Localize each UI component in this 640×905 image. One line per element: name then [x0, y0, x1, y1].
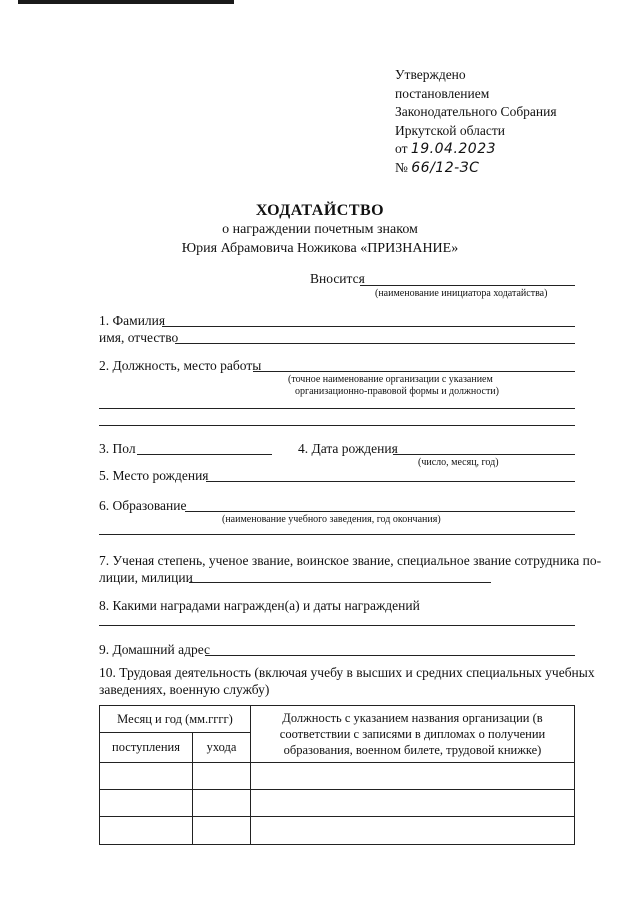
initiator-hint: (наименование инициатора ходатайства) — [375, 288, 548, 299]
sex-label: 3. Пол — [99, 441, 136, 456]
table-row — [100, 790, 575, 817]
name-label: имя, отчество — [99, 330, 179, 345]
position-cell[interactable] — [251, 763, 575, 790]
end-column-header: ухода — [193, 733, 251, 763]
education-hint: (наименование учебного заведения, год окончания) — [222, 514, 441, 525]
position-column-header: Должность с указанием названия организации (в соответствии с записями в дипломах о получении образования, военном билете, трудовой книжке) — [251, 706, 575, 763]
approval-number-line — [395, 159, 557, 178]
table-row — [100, 817, 575, 845]
document-title: ХОДАТАЙСТВО — [255, 202, 385, 219]
degree-label-line2: лиции, милиции — [99, 570, 193, 585]
start-cell[interactable] — [100, 790, 193, 817]
work-label-line1: 10. Трудовая деятельность (включая учебу в высших и средних специальных учебных — [99, 665, 595, 680]
position-hint-1: (точное наименование организации с указанием — [288, 374, 493, 385]
sex-field-line[interactable] — [137, 454, 272, 455]
position-cell[interactable] — [251, 817, 575, 845]
degree-label-line1: 7. Ученая степень, ученое звание, воинское звание, специальное звание сотрудника по- — [99, 553, 602, 568]
surname-label: 1. Фамилия — [99, 313, 166, 328]
education-extra-line[interactable] — [99, 534, 575, 535]
end-cell[interactable] — [193, 763, 251, 790]
position-field-line[interactable] — [253, 371, 575, 372]
name-field-line[interactable] — [175, 343, 575, 344]
document-subtitle-award: Юрия Абрамовича Ножикова «ПРИЗНАНИЕ» — [181, 241, 459, 256]
work-history-table — [99, 705, 575, 845]
address-field-line[interactable] — [205, 655, 575, 656]
work-label-line2: заведениях, военную службу) — [99, 682, 270, 697]
date-prefix: от — [395, 141, 408, 156]
birthplace-field-line[interactable] — [206, 481, 575, 482]
position-hint-2: организационно-правовой формы и должности) — [295, 386, 499, 397]
start-column-header: поступления — [100, 733, 193, 763]
position-cell[interactable] — [251, 790, 575, 817]
approval-stamp — [395, 66, 557, 177]
initiator-field-line[interactable] — [360, 285, 575, 286]
table-row — [100, 763, 575, 790]
start-cell[interactable] — [100, 763, 193, 790]
birthdate-field-line[interactable] — [393, 454, 575, 455]
top-edge-bar — [18, 0, 234, 4]
end-cell[interactable] — [193, 817, 251, 845]
approval-line: постановлением — [395, 85, 490, 101]
position-extra-line[interactable] — [99, 408, 575, 409]
address-label: 9. Домашний адрес — [99, 642, 211, 657]
birthdate-hint: (число, месяц, год) — [418, 457, 499, 468]
approval-date-line — [395, 140, 557, 159]
position-label: 2. Должность, место работы — [99, 358, 262, 373]
approval-line: Иркутской области — [395, 122, 506, 138]
handwritten-number: 66/12-ЗС — [411, 159, 480, 176]
approval-line: Законодательного Собрания — [395, 104, 557, 119]
education-label: 6. Образование — [99, 498, 187, 513]
education-field-line[interactable] — [185, 511, 575, 512]
handwritten-date: 19.04.2023 — [410, 141, 497, 157]
surname-field-line[interactable] — [162, 326, 575, 327]
number-prefix: № — [395, 159, 408, 175]
approval-line: Утверждено — [395, 67, 466, 82]
awards-label: 8. Какими наградами награжден(а) и даты награждений — [99, 598, 420, 613]
birthplace-label: 5. Место рождения — [99, 468, 209, 483]
degree-field-line[interactable] — [189, 582, 491, 583]
end-cell[interactable] — [193, 790, 251, 817]
initiator-label: Вносится — [310, 271, 365, 286]
awards-field-line[interactable] — [99, 625, 575, 626]
birthdate-label: 4. Дата рождения — [298, 441, 398, 456]
start-cell[interactable] — [100, 817, 193, 845]
month-year-header: Месяц и год (мм.гггг) — [100, 706, 251, 733]
document-subtitle: о награждении почетным знаком — [222, 222, 418, 237]
position-extra-line[interactable] — [99, 425, 575, 426]
